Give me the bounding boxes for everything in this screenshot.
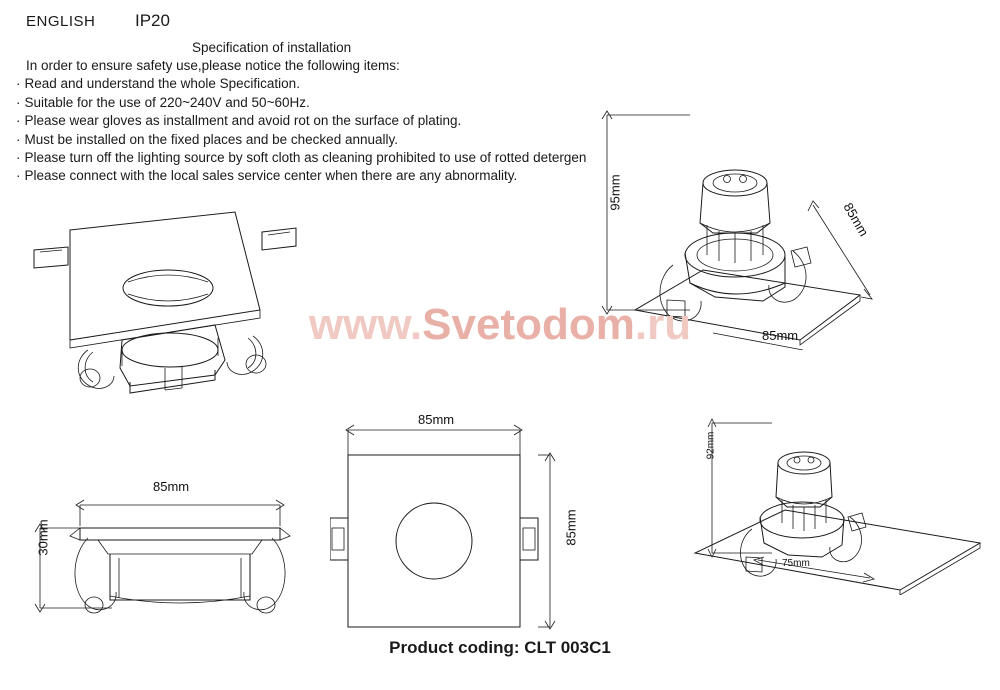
figure-side-section-view	[22, 480, 312, 630]
figure-front-view	[330, 410, 560, 630]
spec-item	[16, 112, 616, 130]
dimension-label-front-width-85mm: 85mm	[418, 412, 455, 427]
dimension-label-side-height-30mm: 30mm	[35, 519, 51, 556]
product-coding-label: Product coding: CLT 003C1	[389, 638, 611, 657]
dimension-label-side-width-85mm: 85mm	[153, 479, 190, 494]
bullet-icon: ·	[16, 76, 21, 92]
spec-title: Specification of installation	[192, 40, 352, 55]
watermark-brand: Svetodom	[422, 300, 635, 349]
bullet-icon: ·	[16, 113, 21, 129]
bullet-icon: ·	[16, 131, 21, 147]
ip-rating-label: IP20	[135, 11, 170, 30]
figure-ceiling-installation	[690, 405, 990, 595]
spec-item	[16, 94, 616, 112]
watermark-suffix: .ru	[634, 300, 692, 349]
bullet-icon: ·	[16, 150, 21, 166]
bullet-icon: ·	[16, 94, 21, 110]
spec-item-text: Please wear gloves as installment and avoid rot on the surface of plating.	[24, 113, 462, 129]
figure-exploded-perspective	[10, 190, 340, 410]
dimension-label-depth-85mm: 85mm	[840, 200, 872, 239]
dimension-label-width-85mm: 85mm	[762, 328, 799, 343]
watermark-prefix: www.	[308, 300, 423, 349]
spec-item-text: Please connect with the local sales service center when there are any abnormality.	[24, 168, 518, 184]
figure-top-right-perspective	[595, 105, 895, 350]
spec-list	[16, 57, 616, 186]
dimension-label-cutout-75mm: 75mm	[782, 558, 810, 569]
spec-intro: In order to ensure safety use,please notice the following items:	[26, 58, 400, 73]
bullet-icon: ·	[16, 168, 21, 184]
spec-item	[16, 149, 616, 167]
spec-item-text: Please turn off the lighting source by soft cloth as cleaning prohibited to use of rotted detergen	[24, 150, 587, 166]
spec-item-text: Suitable for the use of 220~240V and 50~60Hz.	[24, 94, 310, 110]
dimension-label-install-height-92mm: 92mm	[705, 431, 717, 460]
dimension-label-front-height-85mm: 85mm	[563, 509, 579, 546]
spec-item	[16, 131, 616, 149]
language-label: ENGLISH	[26, 13, 96, 30]
dimension-label-height-95mm: 95mm	[607, 174, 623, 211]
spec-item	[16, 75, 616, 93]
spec-item	[16, 167, 616, 185]
spec-item-text: Must be installed on the fixed places and be checked annually.	[24, 131, 398, 147]
spec-item-text: Read and understand the whole Specification.	[24, 76, 300, 92]
